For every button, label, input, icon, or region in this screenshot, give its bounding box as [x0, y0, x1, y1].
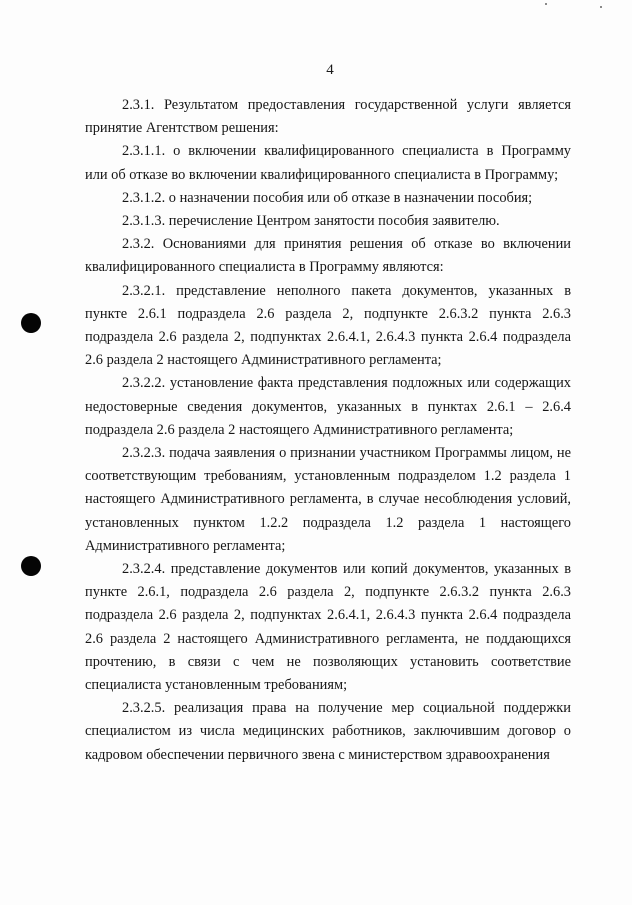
scan-speck	[545, 3, 547, 5]
binder-hole-bottom	[21, 556, 41, 576]
binder-hole-top	[21, 313, 41, 333]
paragraph-2-3-2-3: 2.3.2.3. подача заявления о признании участником Программы лицом, не соответствующим требованиям, установленным подразделом 1.2 раздела 1 настоящего Административного регламента, в случае несоблюдения условий, установленных пунктом 1.2.2 подраздела 1.2 раздела 1 настоящего Административного регламента;	[85, 445, 571, 554]
paragraph-2-3-1-1: 2.3.1.1. о включении квалифицированного специалиста в Программу или об отказе во включении квалифицированного специалиста в Программу;	[85, 143, 571, 183]
paragraph-2-3-2-5: 2.3.2.5. реализация права на получение мер социальной поддержки специалистом из числа медицинских работников, заключившим договор о кадровом обеспечении первичного звена с министерством здравоохранения	[85, 700, 571, 763]
paragraph-2-3-1: 2.3.1. Результатом предоставления государственной услуги является принятие Агентством решения:	[85, 97, 571, 137]
paragraph-2-3-2-4: 2.3.2.4. представление документов или копий документов, указанных в пункте 2.6.1, подраздела 2.6 раздела 2, подпункте 2.6.3.2 пункта 2.6.3 подраздела 2.6 раздела 2, подпунктах 2.6.4.1, 2.6.4.3 пункта 2.6.4 подраздела 2.6 раздела 2 настоящего Административного регламента, не поддающихся прочтению, в связи с чем не позволяющих установить соответствие специалиста установленным требованиям;	[85, 561, 571, 694]
document-body	[85, 94, 571, 767]
paragraph-2-3-2-1: 2.3.2.1. представление неполного пакета документов, указанных в пункте 2.6.1 подраздела 2.6 раздела 2, подпункте 2.6.3.2 пункта 2.6.3 подраздела 2.6 раздела 2, подпунктах 2.6.4.1, 2.6.4.3 пункта 2.6.4 подраздела 2.6 раздела 2 настоящего Административного регламента;	[85, 282, 571, 369]
paragraph-2-3-2: 2.3.2. Основаниями для принятия решения об отказе во включении квалифицированного специалиста в Программу являются:	[85, 236, 571, 276]
scan-speck	[600, 6, 602, 8]
paragraph-2-3-1-2: 2.3.1.2. о назначении пособия или об отказе в назначении пособия;	[122, 189, 533, 206]
paragraph-2-3-2-2: 2.3.2.2. установление факта представления подложных или содержащих недостоверные сведения документов, указанных в пунктах 2.6.1 – 2.6.4 подраздела 2.6 раздела 2 настоящего Административного регламента;	[85, 375, 571, 438]
page-number: 4	[326, 62, 334, 78]
paragraph-2-3-1-3: 2.3.1.3. перечисление Центром занятости пособия заявителю.	[122, 213, 500, 230]
